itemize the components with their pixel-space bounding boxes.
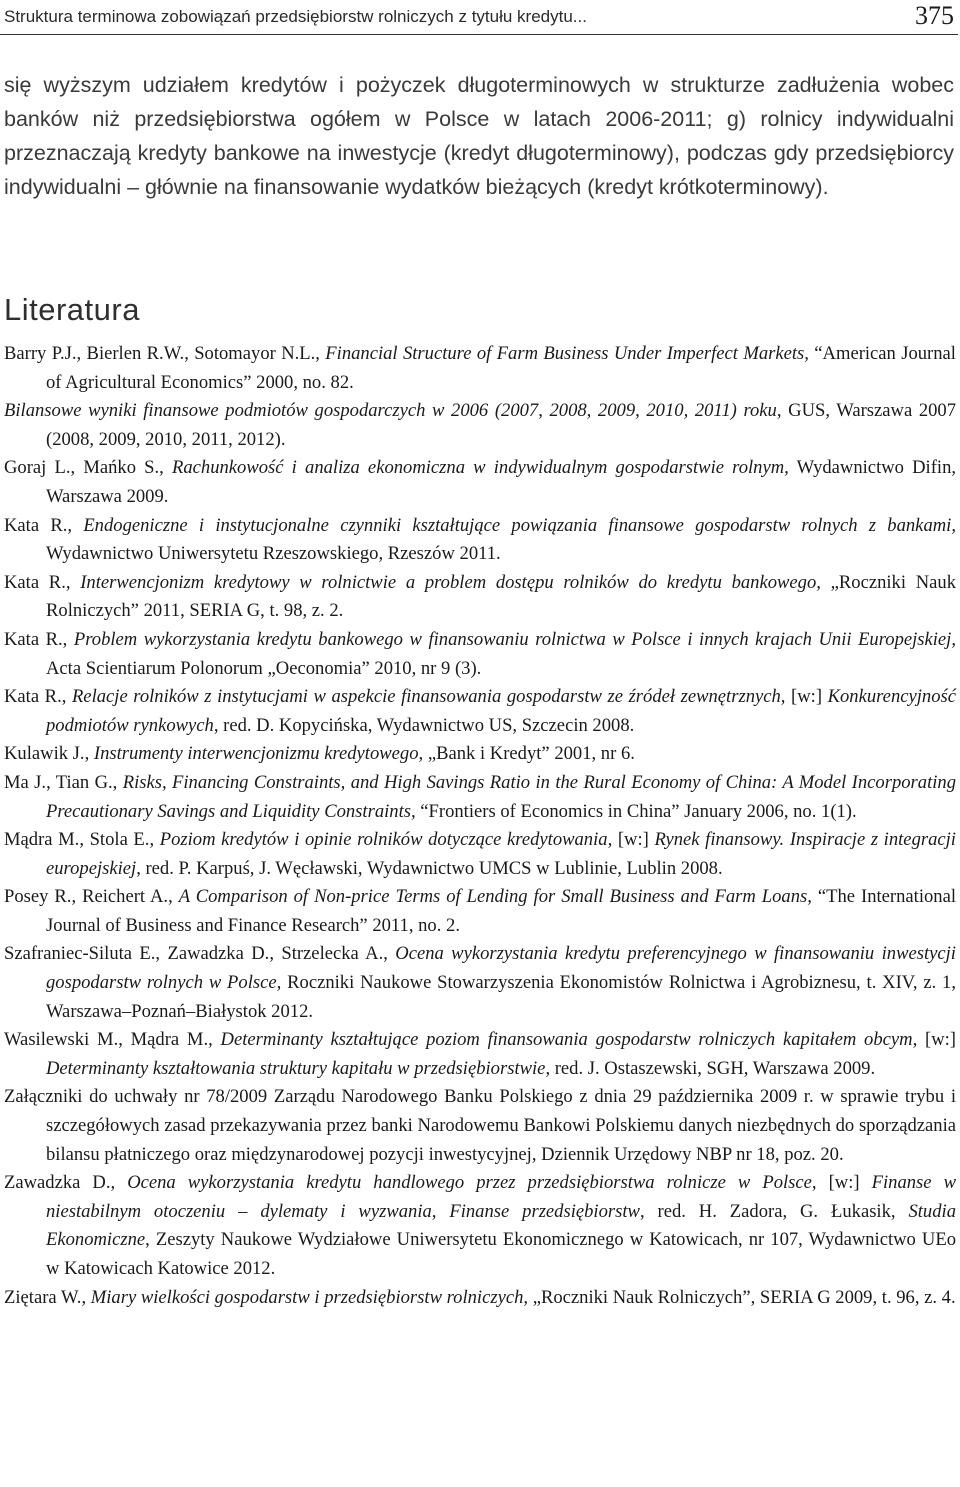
reference-authors: Ziętara W., [4,1286,87,1308]
reference-entry [4,883,956,940]
reference-title: Problem wykorzystania kredytu bankowego w finansowaniu rolnictwa w Polsce i innych krajach Unii Europejskiej, [73,628,957,650]
reference-entry [4,397,956,454]
reference-entry [4,1026,956,1083]
reference-entry [4,740,956,769]
reference-source: Wydawnictwo Difin, Warszawa 2009. [46,457,957,507]
reference-title: Financial Structure of Farm Business Under Imperfect Markets, [325,343,809,364]
reference-authors: Kata R., [4,514,73,536]
reference-source: [w:] Determinanty kształtowania struktury kapitału w przedsiębiorstwie, red. J. Ostaszewski, SGH, Warszawa 2009. [46,1029,956,1079]
reference-entry [4,626,956,683]
reference-entry [4,569,956,626]
reference-authors: Ma J., Tian G., [4,771,118,793]
reference-entry [4,683,956,740]
reference-title: Ocena wykorzystania kredytu handlowego przez przedsiębiorstwa rolnicze w Polsce, [127,1172,817,1194]
reference-authors: Wasilewski M., Mądra M., [4,1029,213,1051]
reference-source: [w:] Finanse w niestabilnym otoczeniu – dylematy i wyzwania, Finanse przedsiębiorstw, red. H. Zadora, G. Łukasik, Studia Ekonomiczne, Zeszyty Naukowe Wydziałowe Uniwersytetu Ekonomicznego w Katowicach, nr 107, Wydawnictwo UEo w Katowicach Katowice 2012. [46,1172,956,1279]
reference-entry [4,1284,956,1313]
reference-authors: Kata R., [4,686,67,708]
reference-entry [4,769,956,826]
reference-title: Interwencjonizm kredytowy w rolnictwie a problem dostępu rolników do kredytu bankowego, [80,571,821,593]
reference-title: Miary wielkości gospodarstw i przedsiębiorstw rolniczych, [90,1286,529,1308]
reference-title: Bilansowe wyniki finansowe podmiotów gospodarczych w 2006 (2007, 2008, 2009, 2010, 2011) roku, [4,400,782,422]
reference-authors: Posey R., Reichert A., [4,886,173,908]
reference-title: Endogeniczne i instytucjonalne czynniki kształtujące powiązania finansowe gospodarstw rolnych z bankami, [83,514,956,536]
reference-entry [4,340,956,397]
reference-source: „Roczniki Nauk Rolniczych” 2011, SERIA G, t. 98, z. 2. [46,571,957,622]
reference-authors: Kulawik J., [4,743,90,765]
reference-source: [w:] Rynek finansowy. Inspiracje z integracji europejskiej, red. P. Karpuś, J. Węcławski, Wydawnictwo UMCS w Lublinie, Lublin 2008. [46,829,956,879]
reference-authors: Kata R., [4,571,71,593]
reference-authors: Załączniki do uchwały nr 78/2009 Zarządu Narodowego Banku Polskiego z dnia 29 października 2009 r. w sprawie trybu i szczegółowych zasad przekazywania przez banki Narodowemu Bankowi Polskiemu danych niezbędnych do sporządzania bilansu płatniczego oraz międzynarodowej pozycji inwestycyjnej, Dziennik Urzędowy NBP nr 18, poz. 20. [4,1086,956,1165]
reference-source: “The International Journal of Business and Finance Research” 2011, no. 2. [46,886,957,936]
reference-authors: Goraj L., Mańko S., [4,457,164,479]
section-heading: Literatura [4,292,140,327]
reference-title: Rachunkowość i analiza ekonomiczna w indywidualnym gospodarstwie rolnym, [171,457,789,479]
reference-authors: Kata R., [4,628,68,650]
reference-authors: Zawadzka D., [4,1172,116,1194]
reference-entry [4,1083,956,1169]
reference-authors: Szafraniec-Siluta E., Zawadzka D., Strzelecka A., [4,943,388,965]
paragraph-text: się wyższym udziałem kredytów i pożyczek długoterminowych w strukturze zadłużenia wobec banków niż przedsiębiorstwa ogółem w Polsce w latach 2006-2011; g) rolnicy indywidualni przeznaczają kredyty bankowe na inwestycje (kredyt długoterminowy), podczas gdy przedsiębiorcy indywidualni – głównie na finansowanie wydatków bieżących (kredyt krótkoterminowy). [4,73,954,199]
running-title: Struktura terminowa zobowiązań przedsiębiorstw rolniczych z tytułu kredytu... [4,7,587,26]
reference-title: A Comparison of Non-price Terms of Lending for Small Business and Farm Loans, [178,886,812,908]
page-number: 375 [915,1,954,30]
reference-entry [4,940,956,1026]
reference-title: Risks, Financing Constraints, and High Savings Ratio in the Rural Economy of China: A Model Incorporating Precautionary Savings and Liquidity Constraints, [46,771,956,822]
reference-source: „Bank i Kredyt” 2001, nr 6. [427,743,635,765]
reference-source: Roczniki Naukowe Stowarzyszenia Ekonomistów Rolnictwa i Agrobiznesu, t. XIV, z. 1, Warszawa–Poznań–Białystok 2012. [46,972,956,1022]
reference-title: Poziom kredytów i opinie rolników dotyczące kredytowania, [159,829,613,851]
reference-source: Acta Scientiarum Polonorum „Oeconomia” 2010, nr 9 (3). [46,657,482,679]
reference-entry [4,454,956,511]
reference-source: [w:] Konkurencyjność podmiotów rynkowych, red. D. Kopycińska, Wydawnictwo US, Szczecin 2008. [46,686,956,736]
reference-source: Wydawnictwo Uniwersytetu Rzeszowskiego, Rzeszów 2011. [46,543,501,565]
reference-title: Instrumenty interwencjonizmu kredytowego, [93,743,424,765]
reference-entry [4,826,956,883]
reference-list [4,340,956,1312]
reference-authors: Barry P.J., Bierlen R.W., Sotomayor N.L., [4,343,320,364]
reference-authors: Mądra M., Stola E., [4,829,155,851]
reference-title: Relacje rolników z instytucjami w aspekcie finansowania gospodarstw ze źródeł zewnętrznych, [71,686,786,708]
reference-entry [4,1169,956,1283]
reference-source: GUS, Warszawa 2007 (2008, 2009, 2010, 2011, 2012). [46,400,957,450]
running-header [0,0,958,35]
body-paragraph [4,68,954,204]
reference-title: Ocena wykorzystania kredytu preferencyjnego w finansowaniu inwestycji gospodarstw rolnych w Polsce, [46,943,956,994]
reference-entry [4,512,956,569]
reference-source: „Roczniki Nauk Rolniczych”, SERIA G 2009, t. 96, z. 4. [532,1286,956,1308]
reference-source: “Frontiers of Economics in China” January 2006, no. 1(1). [420,800,857,822]
reference-source: “American Journal of Agricultural Economics” 2000, no. 82. [46,343,956,393]
reference-title: Determinanty kształtujące poziom finansowania gospodarstw rolniczych kapitałem obcym, [220,1029,918,1051]
